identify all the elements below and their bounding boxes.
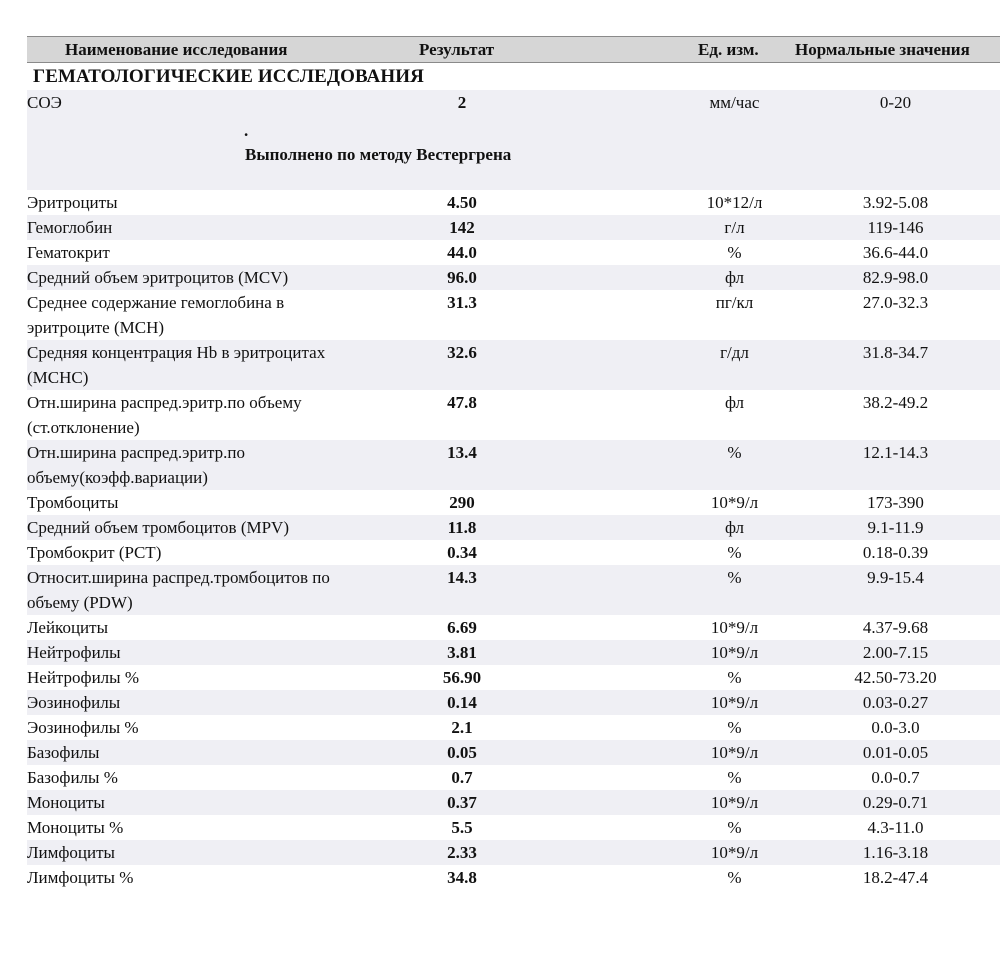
test-result: 0.14 xyxy=(447,693,477,712)
test-name: Относит.ширина распред.тромбоцитов по объему (PDW) xyxy=(27,568,330,612)
table-row xyxy=(27,515,1000,540)
test-unit: фл xyxy=(724,268,745,287)
table-row xyxy=(27,290,1000,340)
test-unit: 10*9/л xyxy=(710,493,759,512)
test-result: 2 xyxy=(457,93,467,112)
test-result: 44.0 xyxy=(447,243,477,262)
table-row xyxy=(27,390,1000,440)
test-name: Эозинофилы % xyxy=(27,718,139,737)
test-name: Средний объем тромбоцитов (MPV) xyxy=(27,518,289,537)
test-unit: % xyxy=(727,543,742,562)
test-name: Отн.ширина распред.эритр.по объему (ст.отклонение) xyxy=(27,393,302,437)
table-row xyxy=(27,740,1000,765)
test-unit: % xyxy=(727,718,742,737)
test-norm: 173-390 xyxy=(867,493,924,512)
test-norm: 2.00-7.15 xyxy=(862,643,929,662)
test-result: 2.1 xyxy=(451,718,473,737)
test-name: Тромбоциты xyxy=(27,493,119,512)
table-row xyxy=(27,690,1000,715)
method-note: Выполнено по методу Вестергрена xyxy=(245,145,512,164)
table-row xyxy=(27,840,1000,865)
test-name: Средний объем эритроцитов (MCV) xyxy=(27,268,289,287)
test-unit: % xyxy=(727,568,742,587)
table-row xyxy=(27,440,1000,490)
test-name: Отн.ширина распред.эритр.по объему(коэфф.вариации) xyxy=(27,443,246,487)
test-result: 290 xyxy=(449,493,475,512)
test-result: 0.05 xyxy=(447,743,477,762)
test-norm: 42.50-73.20 xyxy=(854,668,937,687)
test-result: 0.7 xyxy=(451,768,473,787)
table-row xyxy=(27,190,1000,215)
test-unit: % xyxy=(727,868,742,887)
test-unit: г/л xyxy=(724,218,745,237)
column-header-result: Результат xyxy=(419,40,495,59)
table-row xyxy=(27,490,1000,515)
test-unit: % xyxy=(727,768,742,787)
test-unit: 10*9/л xyxy=(710,743,759,762)
test-unit: 10*9/л xyxy=(710,693,759,712)
table-row xyxy=(27,615,1000,640)
test-result: 56.90 xyxy=(442,668,482,687)
test-name: Лимфоциты xyxy=(27,843,115,862)
table-row xyxy=(27,640,1000,665)
test-name: Тромбокрит (PCT) xyxy=(27,543,162,562)
test-unit: пг/кл xyxy=(715,293,754,312)
test-unit: 10*12/л xyxy=(706,193,763,212)
test-norm: 3.92-5.08 xyxy=(862,193,929,212)
test-norm: 119-146 xyxy=(867,218,924,237)
test-norm: 0.18-0.39 xyxy=(862,543,929,562)
test-result: 31.3 xyxy=(447,293,477,312)
test-name: Эритроциты xyxy=(27,193,118,212)
column-header-unit: Ед. изм. xyxy=(698,40,759,59)
test-result: 14.3 xyxy=(447,568,477,587)
test-name: СОЭ xyxy=(27,93,62,112)
method-dot: . xyxy=(244,121,249,140)
table-row xyxy=(27,340,1000,390)
table-row xyxy=(27,90,1000,190)
test-result: 6.69 xyxy=(447,618,477,637)
table-row xyxy=(27,665,1000,690)
test-unit: 10*9/л xyxy=(710,793,759,812)
test-name: Моноциты xyxy=(27,793,105,812)
lab-report xyxy=(27,36,1000,890)
test-name: Нейтрофилы % xyxy=(27,668,139,687)
column-header-name: Наименование исследования xyxy=(65,40,288,59)
test-name: Эозинофилы xyxy=(27,693,121,712)
section-title: ГЕМАТОЛОГИЧЕСКИЕ ИССЛЕДОВАНИЯ xyxy=(33,66,424,87)
table-row xyxy=(27,865,1000,890)
test-result: 142 xyxy=(449,218,475,237)
test-result: 5.5 xyxy=(451,818,473,837)
test-unit: г/дл xyxy=(720,343,749,362)
test-result: 0.34 xyxy=(447,543,477,562)
test-result: 4.50 xyxy=(447,193,477,212)
test-unit: фл xyxy=(724,393,745,412)
test-unit: 10*9/л xyxy=(710,843,759,862)
test-result: 2.33 xyxy=(447,843,477,862)
test-norm: 9.1-11.9 xyxy=(867,518,924,537)
test-norm: 31.8-34.7 xyxy=(862,343,929,362)
test-result: 13.4 xyxy=(447,443,477,462)
table-row xyxy=(27,540,1000,565)
table-row xyxy=(27,215,1000,240)
test-unit: % xyxy=(727,818,742,837)
test-result: 96.0 xyxy=(447,268,477,287)
test-norm: 82.9-98.0 xyxy=(862,268,929,287)
test-name: Моноциты % xyxy=(27,818,124,837)
test-norm: 4.3-11.0 xyxy=(867,818,924,837)
test-norm: 4.37-9.68 xyxy=(862,618,929,637)
test-name: Нейтрофилы xyxy=(27,643,121,662)
test-result: 3.81 xyxy=(447,643,477,662)
test-name: Лейкоциты xyxy=(27,618,108,637)
test-unit: % xyxy=(727,668,742,687)
test-name: Базофилы % xyxy=(27,768,118,787)
test-unit: % xyxy=(727,243,742,262)
table-row xyxy=(27,765,1000,790)
column-header-norm: Нормальные значения xyxy=(795,40,970,59)
test-norm: 38.2-49.2 xyxy=(862,393,929,412)
test-norm: 0.0-3.0 xyxy=(871,718,920,737)
table-row xyxy=(27,790,1000,815)
test-norm: 18.2-47.4 xyxy=(862,868,929,887)
test-result: 11.8 xyxy=(447,518,477,537)
test-norm: 0.01-0.05 xyxy=(862,743,929,762)
test-unit: фл xyxy=(724,518,745,537)
table-row xyxy=(27,565,1000,615)
test-name: Базофилы xyxy=(27,743,100,762)
test-norm: 1.16-3.18 xyxy=(862,843,929,862)
table-row xyxy=(27,815,1000,840)
test-result: 34.8 xyxy=(447,868,477,887)
test-norm: 0-20 xyxy=(879,93,912,112)
test-unit: 10*9/л xyxy=(710,618,759,637)
test-norm: 12.1-14.3 xyxy=(862,443,929,462)
table-header xyxy=(27,36,1000,63)
table-row xyxy=(27,715,1000,740)
test-unit: мм/час xyxy=(709,93,760,112)
test-norm: 27.0-32.3 xyxy=(862,293,929,312)
test-norm: 9.9-15.4 xyxy=(867,568,924,587)
test-name: Гематокрит xyxy=(27,243,110,262)
test-result: 32.6 xyxy=(447,343,477,362)
test-name: Средняя концентрация Hb в эритроцитах (MCHC) xyxy=(27,343,326,387)
test-norm: 0.03-0.27 xyxy=(862,693,929,712)
test-name: Среднее содержание гемоглобина в эритроците (MCH) xyxy=(27,293,285,337)
test-name: Лимфоциты % xyxy=(27,868,134,887)
test-norm: 0.0-0.7 xyxy=(871,768,920,787)
test-name: Гемоглобин xyxy=(27,218,113,237)
test-norm: 36.6-44.0 xyxy=(862,243,929,262)
test-unit: % xyxy=(727,443,742,462)
test-norm: 0.29-0.71 xyxy=(862,793,929,812)
test-result: 0.37 xyxy=(447,793,477,812)
test-unit: 10*9/л xyxy=(710,643,759,662)
table-row xyxy=(27,265,1000,290)
test-result: 47.8 xyxy=(447,393,477,412)
table-row xyxy=(27,240,1000,265)
